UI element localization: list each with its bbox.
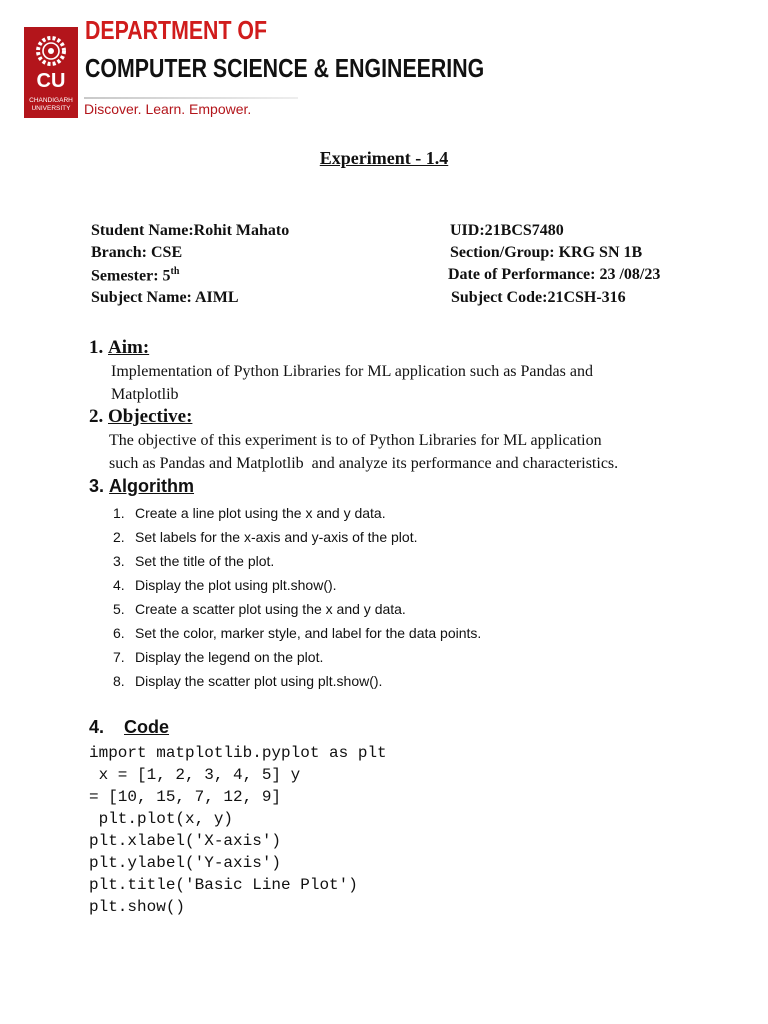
algorithm-step — [113, 549, 481, 573]
code-line: plt.xlabel('X-axis') — [89, 832, 282, 850]
code-line: x = [1, 2, 3, 4, 5] y — [89, 766, 301, 784]
step-number: 2. — [113, 529, 125, 545]
step-number: 1. — [113, 505, 125, 521]
code-block — [89, 742, 387, 918]
subject-name: Subject Name: AIML — [91, 289, 239, 306]
semester: Semester: 5th — [91, 266, 180, 285]
step-number: 7. — [113, 649, 125, 665]
code-line: import matplotlib.pyplot as plt — [89, 744, 387, 762]
step-text: Display the scatter plot using plt.show(). — [135, 673, 383, 689]
step-text: Create a scatter plot using the x and y data. — [135, 601, 406, 617]
code-line: plt.show() — [89, 898, 186, 916]
student-name: Student Name:Rohit Mahato — [91, 222, 290, 239]
department-heading-line-1: DEPARTMENT OF — [85, 15, 268, 45]
aim-heading: 1. Aim: — [89, 337, 150, 358]
algorithm-step — [113, 501, 481, 525]
step-text: Create a line plot using the x and y data. — [135, 505, 386, 521]
step-text: Display the plot using plt.show(). — [135, 577, 337, 593]
student-uid: UID:21BCS7480 — [450, 222, 564, 239]
objective-text: The objective of this experiment is to of Python Libraries for ML application such as Pandas and Matplotlib and analyze its performance and characteristics. — [109, 432, 619, 472]
experiment-title: Experiment - 1.4 — [319, 148, 449, 168]
section-group: Section/Group: KRG SN 1B — [450, 244, 643, 261]
gear-emblem-icon — [33, 33, 69, 69]
algorithm-step — [113, 621, 481, 645]
code-line: plt.ylabel('Y-axis') — [89, 854, 282, 872]
step-number: 6. — [113, 625, 125, 641]
algorithm-step — [113, 597, 481, 621]
step-text: Set the color, marker style, and label for the data points. — [135, 625, 482, 641]
algorithm-heading: 3. Algorithm — [89, 476, 195, 496]
algorithm-step — [113, 645, 481, 669]
algorithm-step — [113, 573, 481, 597]
code-line: plt.plot(x, y) — [89, 810, 234, 828]
step-number: 3. — [113, 553, 125, 569]
algorithm-steps — [113, 501, 481, 693]
header-divider — [84, 97, 298, 99]
objective-heading: 2. Objective: — [89, 406, 193, 427]
department-heading-line-2: COMPUTER SCIENCE & ENGINEERING — [85, 53, 485, 83]
code-line: plt.title('Basic Line Plot') — [89, 876, 358, 894]
tagline: Discover. Learn. Empower. — [84, 101, 252, 117]
step-text: Display the legend on the plot. — [135, 649, 324, 665]
subject-code: Subject Code:21CSH-316 — [451, 289, 626, 306]
step-text: Set labels for the x-axis and y-axis of the plot. — [135, 529, 418, 545]
date-of-performance: Date of Performance: 23 /08/23 — [448, 266, 661, 283]
branch: Branch: CSE — [91, 244, 183, 261]
step-number: 5. — [113, 601, 125, 617]
step-number: 8. — [113, 673, 125, 689]
logo-subtext: CHANDIGARH UNIVERSITY — [29, 97, 73, 112]
step-text: Set the title of the plot. — [135, 553, 275, 569]
code-line: = [10, 15, 7, 12, 9] — [89, 788, 282, 806]
step-number: 4. — [113, 577, 125, 593]
university-logo — [24, 27, 78, 118]
logo-text: CU — [36, 70, 66, 92]
algorithm-step — [113, 525, 481, 549]
aim-text: Implementation of Python Libraries for ML application such as Pandas and Matplotlib — [111, 363, 593, 403]
code-heading: 4. Code — [89, 717, 170, 737]
algorithm-step — [113, 669, 481, 693]
